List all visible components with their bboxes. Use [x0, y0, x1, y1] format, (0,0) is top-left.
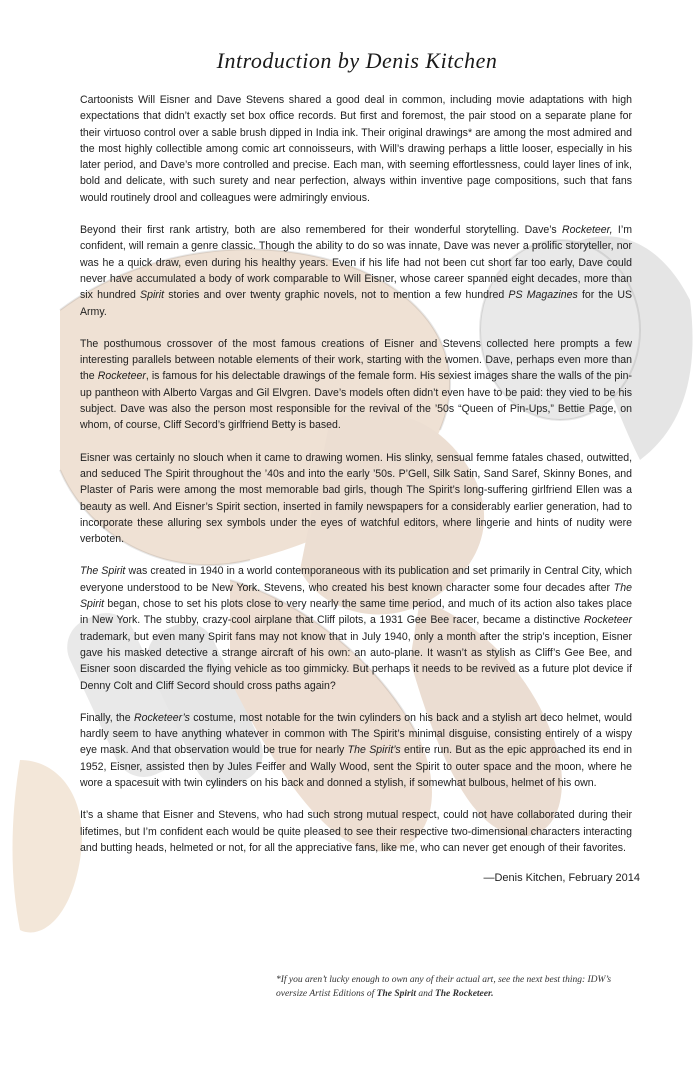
text-run: The posthumous crossover of the most famous creations of Eisner and Stevens collected here prompts a few interesting parallels between notable elements of their work, starting with the women. Dave, perhaps even more than the	[80, 337, 632, 383]
footnote-text: *If you aren’t lucky enough to own any of their actual art, see the next best thing: IDW’s oversize Artist Editions of	[276, 975, 612, 999]
paragraph-4	[80, 450, 632, 548]
paragraph-6	[80, 710, 632, 791]
text-run: , is famous for his delectable drawings of the female form. His sexiest images share the walls of the pin-up pantheon with Alberto Vargas and Gil Elvgren. Dave’s models often didn’t even have to be paid: they vied to be his subject. Dave was also the person most responsible for the revival of the ’50s “Queen of Pin-Ups,” Bettie Page, on whom, of course, Cliff Secord’s girlfriend Betty is based.	[80, 370, 632, 432]
italic-title: Spirit	[140, 289, 165, 302]
footnote-text: and	[415, 989, 435, 999]
text-run: began, chose to set his plots close to very nearly the same time period, and much of its action also takes place in New York. The stubby, crazy-cool airplane that Cliff pilots, a 1931 Gee Bee racer, became a distinctive	[80, 598, 632, 627]
text-run: was created in 1940 in a world contemporaneous with its publication and set primarily in Central City, which everyone understood to be New York. Stevens, who created his best known character some four decades after	[80, 565, 632, 594]
italic-title: The Spirit	[80, 581, 632, 611]
paragraph-7	[80, 807, 632, 856]
page-title: Introduction by Denis Kitchen	[216, 48, 498, 73]
text-run: for the US Army.	[80, 289, 632, 318]
article-body	[80, 92, 634, 856]
paragraph-1	[80, 92, 632, 206]
italic-title: Rocketeer	[97, 370, 146, 383]
footnote	[276, 973, 638, 1001]
footnote-title: The Spirit	[376, 989, 416, 999]
text-run: stories and over twenty graphic novels, not to mention a few hundred	[164, 289, 509, 302]
italic-title: The Spirit’s	[347, 744, 401, 757]
paragraph-3	[80, 336, 632, 434]
paragraph-2	[80, 222, 632, 320]
text-run: trademark, but even many Spirit fans may not know that in July 1940, only a month after the strip’s inception, Eisner gave his masked detective a strange aircraft of his own: an auto-plane. It wasn’t as stylish as Cliff’s Gee Bee, and Eisner soon discarded the flying vehicle as too gimmicky. But perhaps it needs to be revived as a future plot device if Denny Colt and Cliff Secord should cross paths again?	[80, 630, 632, 692]
signature: —Denis Kitchen, February 2014	[483, 872, 640, 885]
text-run: costume, most notable for the twin cylinders on his back and a stylish art deco helmet, would hardly seem to have anything whatever in common with The Spirit’s minimal disguise, consisting entirely of a wispy eye mask. And that observation would be true for nearly	[80, 711, 632, 757]
text-run: Finally, the	[80, 711, 134, 724]
paragraph-5	[80, 563, 632, 693]
italic-title: Rocketeer,	[562, 224, 613, 237]
text-run: Eisner was certainly no slouch when it came to drawing women. His slinky, sensual femme fatales chased, outwitted, and seduced The Spirit throughout the ’40s and into the early ’50s. P’Gell, Silk Satin, Sand Saref, Skinny Bones, and Plaster of Paris were among the most memorable bad girls, though The Spirit’s long-suffering girlfriend Ellen was a beauty as well. And Eisner’s Spirit section, inserted in family newspapers for a considerably earlier generation, had to incorporate these alluring sex symbols under the eyes of watchful editors, where lingerie and hints of nudity were verboten.	[80, 451, 632, 546]
text-run: I’m confident, will remain a genre classic. Though the ability to do so was innate, Dave was never a prolific storyteller, nor was he a quick draw, even during his healthy years. Even if his life had not been cut short far too early, Dave could never have accumulated a body of work comparable to Will Eisner, whose career spanned eight decades, more than six hundred	[80, 224, 632, 302]
text-run: Beyond their first rank artistry, both are also remembered for their wonderful storytelling. Dave’s	[80, 224, 563, 237]
italic-title: Rocketeer’s	[133, 711, 190, 724]
italic-title: The Spirit	[80, 565, 126, 578]
italic-title: Rocketeer	[583, 614, 632, 627]
text-run: It’s a shame that Eisner and Stevens, who had such strong mutual respect, could not have collaborated during their lifetimes, but I’m confident each would be quite pleased to see their respective two-dimensional characters interacting and butting heads, helmeted or not, for all the appreciative fans, like me, who can never get enough of their favorites.	[80, 809, 632, 854]
footnote-title: The Rocketeer.	[434, 989, 494, 999]
italic-title: PS Magazines	[508, 289, 578, 302]
text-run: Cartoonists Will Eisner and Dave Stevens shared a good deal in common, including movie adaptations with high expectations that didn’t exactly set box office records. But first and foremost, the pair stood on a separate plane for their virtuoso control over a sable brush dipped in India ink. Their original drawings* are among the most admired and the most highly collectible among comic art connoisseurs, with Will’s drawing perhaps a little looser, especially in his later period, and Dave’s more controlled and precise. Each man, with seeming effortlessness, could layer lines of ink, bold and delicate, with such surety and near perfection, always within inventive page compositions, such that fans would routinely drool and colleagues were admiringly envious.	[80, 94, 632, 204]
text-run: entire run. But as the epic approached its end in 1952, Eisner, assisted then by Jules Feiffer and Wally Wood, sent the Spirit to outer space and the moon, where he wore a spacesuit with twin cylinders on his back and donned a stylish, if somewhat bulbous, helmet of his own.	[80, 744, 632, 789]
